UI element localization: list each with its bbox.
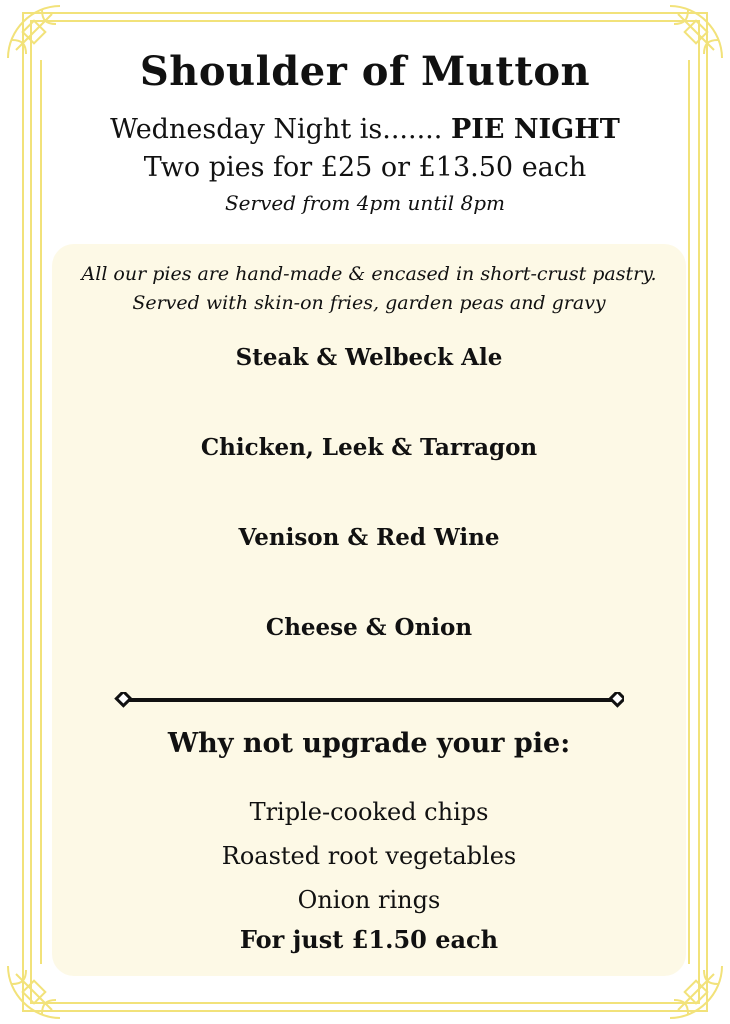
pie-item: Cheese & Onion: [265, 614, 473, 641]
diamond-divider: [114, 692, 624, 708]
price-line: Two pies for £25 or £13.50 each: [143, 152, 587, 183]
upgrade-list: [52, 790, 686, 922]
pie-item: Venison & Red Wine: [238, 524, 500, 551]
pie-item: Steak & Welbeck Ale: [235, 344, 503, 371]
pie-list: [52, 342, 686, 644]
menu-header: [0, 44, 730, 218]
pie-item: Chicken, Leek & Tarragon: [200, 434, 538, 461]
upgrade-price: For just £1.50 each: [239, 925, 499, 954]
offer-emphasis: PIE NIGHT: [450, 114, 620, 145]
upgrade-title: Why not upgrade your pie:: [167, 728, 571, 759]
pie-description: All our pies are hand-made & encased in short-crust pastry. Served with skin-on fries, garden peas and gravy: [81, 263, 657, 314]
serving-times: Served from 4pm until 8pm: [224, 191, 505, 215]
offer-prefix: Wednesday Night is.......: [110, 114, 443, 145]
upgrade-item: Triple-cooked chips: [249, 798, 489, 826]
ornamental-corner-icon: [2, 960, 66, 1024]
bottom-border-line: [60, 1002, 670, 1004]
upgrade-item: Onion rings: [297, 886, 441, 914]
page-title: Shoulder of Mutton: [139, 48, 591, 95]
offer-line: [0, 110, 730, 150]
menu-panel: [52, 244, 686, 976]
upgrade-item: Roasted root vegetables: [221, 842, 517, 870]
